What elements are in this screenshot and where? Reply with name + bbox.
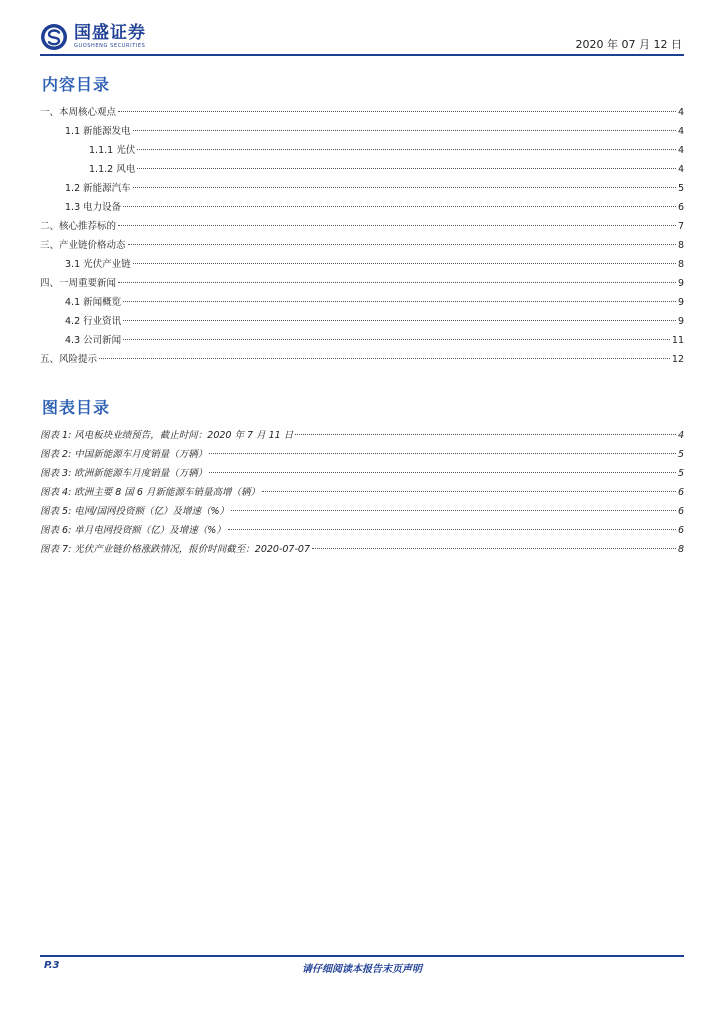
toc-entry[interactable] <box>40 199 684 218</box>
leader-dots <box>118 111 676 112</box>
toc-entry-label: 四、一周重要新闻 <box>40 278 117 289</box>
toc-entry[interactable] <box>40 161 684 180</box>
toc-entry[interactable] <box>40 180 684 199</box>
toc-entry[interactable] <box>40 294 684 313</box>
figure-entry-label: 图表 2: 中国新能源车月度销量（万辆） <box>40 449 208 460</box>
toc-entry[interactable] <box>40 142 684 161</box>
toc-entry-page: 9 <box>677 316 684 327</box>
toc-entry-label: 4.2 行业资讯 <box>65 316 122 327</box>
toc-entry-label: 4.1 新闻概览 <box>65 297 122 308</box>
toc-entry-page: 4 <box>677 126 684 137</box>
leader-dots <box>133 263 676 264</box>
figure-entry-label: 图表 7: 光伏产业链价格涨跌情况，报价时间截至：2020-07-07 <box>40 544 310 555</box>
leader-dots <box>123 320 676 321</box>
figures-list <box>40 427 684 560</box>
leader-dots <box>133 130 676 131</box>
toc-entry-page: 8 <box>677 240 684 251</box>
figure-entry-label: 图表 4: 欧洲主要 8 国 6 月新能源车销量高增（辆） <box>40 487 260 498</box>
figure-entry-label: 图表 3: 欧洲新能源车月度销量（万辆） <box>40 468 208 479</box>
toc-entry[interactable] <box>40 332 684 351</box>
toc-entry-label: 1.3 电力设备 <box>65 202 122 213</box>
figure-entry-page: 5 <box>677 449 684 460</box>
toc-entry-label: 1.1 新能源发电 <box>65 126 131 137</box>
leader-dots <box>99 358 670 359</box>
figure-entry-page: 6 <box>677 525 684 536</box>
toc-entry-page: 4 <box>677 164 684 175</box>
toc-entry[interactable] <box>40 351 684 370</box>
leader-dots <box>128 244 676 245</box>
header-divider <box>40 54 684 56</box>
company-name: 国盛证券 <box>74 23 146 43</box>
toc-title: 内容目录 <box>42 75 111 94</box>
toc-entry-page: 9 <box>677 278 684 289</box>
toc-entry-page: 11 <box>671 335 684 346</box>
toc-entry-page: 7 <box>677 221 684 232</box>
leader-dots <box>295 434 676 435</box>
disclaimer-note: 请仔细阅读本报告末页声明 <box>302 964 422 975</box>
figure-entry-label: 图表 1: 风电板块业绩预告，截止时间：2020 年 7 月 11 日 <box>40 430 294 441</box>
figure-entry-label: 图表 5: 电网/国网投资额（亿）及增速（%） <box>40 506 230 517</box>
leader-dots <box>137 168 676 169</box>
toc-entry[interactable] <box>40 123 684 142</box>
contents-list <box>40 104 684 370</box>
toc-entry-page: 9 <box>677 297 684 308</box>
figure-entry-page: 6 <box>677 506 684 517</box>
report-date: 2020 年 07 月 12 日 <box>575 38 682 51</box>
figure-entry[interactable] <box>40 465 684 484</box>
toc-entry[interactable] <box>40 256 684 275</box>
figure-entry[interactable] <box>40 427 684 446</box>
toc-entry-page: 12 <box>671 354 684 365</box>
toc-entry-page: 6 <box>677 202 684 213</box>
logo-icon <box>40 23 68 51</box>
company-logo <box>40 23 146 51</box>
leader-dots <box>209 472 676 473</box>
toc-entry[interactable] <box>40 275 684 294</box>
toc-entry-label: 一、本周核心观点 <box>40 107 117 118</box>
leader-dots <box>137 149 676 150</box>
leader-dots <box>262 491 676 492</box>
leader-dots <box>209 453 676 454</box>
toc-entry-label: 4.3 公司新闻 <box>65 335 122 346</box>
figure-entry[interactable] <box>40 522 684 541</box>
toc-entry-label: 1.2 新能源汽车 <box>65 183 131 194</box>
leader-dots <box>123 301 676 302</box>
figure-entry[interactable] <box>40 446 684 465</box>
figure-entry[interactable] <box>40 484 684 503</box>
company-name-en: GUOSHENG SECURITIES <box>74 43 146 49</box>
figure-entry[interactable] <box>40 541 684 560</box>
figure-entry[interactable] <box>40 503 684 522</box>
toc-entry-label: 1.1.1 光伏 <box>89 145 136 156</box>
figure-entry-page: 5 <box>677 468 684 479</box>
toc-entry-page: 4 <box>677 145 684 156</box>
leader-dots <box>231 510 676 511</box>
toc-entry[interactable] <box>40 218 684 237</box>
leader-dots <box>312 548 676 549</box>
toc-entry-label: 五、风险提示 <box>40 354 98 365</box>
page-header <box>40 20 684 56</box>
footer-divider <box>40 955 684 957</box>
figures-title: 图表目录 <box>42 398 111 417</box>
leader-dots <box>118 282 676 283</box>
toc-entry[interactable] <box>40 313 684 332</box>
leader-dots <box>123 339 670 340</box>
toc-entry-page: 5 <box>677 183 684 194</box>
figure-entry-label: 图表 6: 单月电网投资额（亿）及增速（%） <box>40 525 226 536</box>
leader-dots <box>118 225 676 226</box>
figure-entry-page: 6 <box>677 487 684 498</box>
leader-dots <box>228 529 676 530</box>
toc-entry-page: 8 <box>677 259 684 270</box>
toc-entry-label: 二、核心推荐标的 <box>40 221 117 232</box>
page-number: P.3 <box>44 960 60 971</box>
toc-entry-page: 4 <box>677 107 684 118</box>
leader-dots <box>123 206 676 207</box>
toc-entry[interactable] <box>40 104 684 123</box>
leader-dots <box>133 187 676 188</box>
toc-entry[interactable] <box>40 237 684 256</box>
toc-entry-label: 1.1.2 风电 <box>89 164 136 175</box>
figure-entry-page: 8 <box>677 544 684 555</box>
toc-entry-label: 三、产业链价格动态 <box>40 240 126 251</box>
toc-entry-label: 3.1 光伏产业链 <box>65 259 131 270</box>
figure-entry-page: 4 <box>677 430 684 441</box>
